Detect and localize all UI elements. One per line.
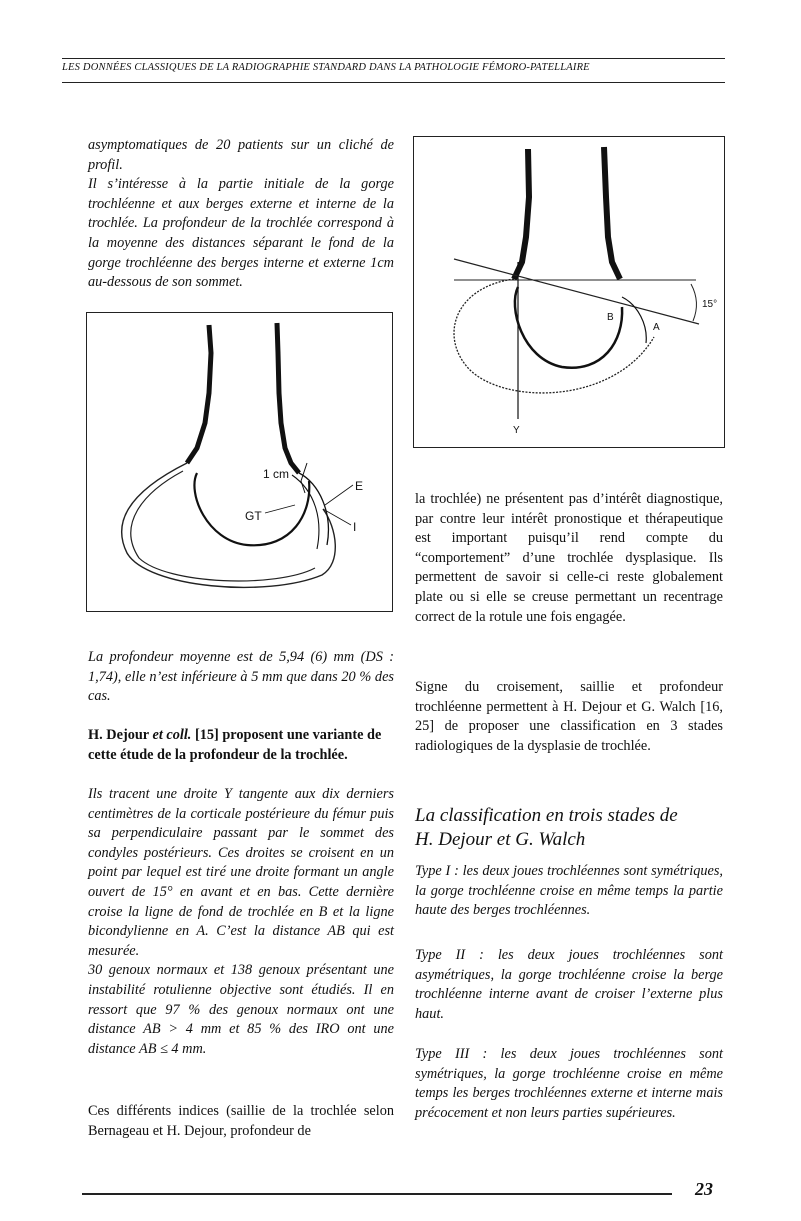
- label-b: B: [607, 312, 614, 323]
- intro-paragraph-1: asymptomatiques de 20 patients sur un cliché de profil.: [88, 137, 394, 173]
- label-gt: GT: [245, 509, 262, 523]
- heading-rest: [15] proposent une variante de cette étude de la profondeur de la trochlée.: [88, 727, 382, 763]
- heading-author: H. Dejour: [88, 727, 149, 743]
- figure-1-drawing: [87, 313, 392, 611]
- label-15-degrees: 15°: [702, 299, 718, 310]
- label-a: A: [653, 322, 660, 333]
- trochlear-berge: [622, 297, 646, 343]
- left-indices-block: [88, 1102, 394, 1141]
- femur-shaft-anterior: [604, 147, 620, 279]
- continuation-paragraph: la trochlée) ne présentent pas d’intérêt diagnostique, par contre leur intérêt pronostique et thérapeutique est important puisqu’il rend compte du “comportement” d’une trochlée dysplasique. Ils permettent de savoir si celle-ci reste globalement plate ou si elle se creuse permettant un recentrage correct de la rotule une fois engagée.: [415, 491, 723, 625]
- heading-etcoll: et coll.: [152, 727, 192, 743]
- results-paragraph: 30 genoux normaux et 138 genoux présentant une instabilité rotulienne objective sont étudiés. Il en ressort que 97 % des genoux normaux ont une distance AB > 4 mm et 85 % des IRO ont une distance AB ≤ 4 mm.: [88, 962, 394, 1057]
- right-signe-block: [415, 678, 723, 756]
- femur-shaft-anterior: [277, 323, 299, 473]
- signe-paragraph: Signe du croisement, saillie et profondeur trochléenne permettent à H. Dejour et G. Walch [16, 25] de proposer une classification en 3 stades radiologiques de la dysplasie de trochlée.: [415, 679, 723, 754]
- figure-trochlea-depth: [86, 312, 393, 612]
- running-header: LES DONNÉES CLASSIQUES DE LA RADIOGRAPHIE STANDARD DANS LA PATHOLOGIE FÉMORO-PATELLAIRE: [62, 62, 590, 73]
- header-rule-top: [62, 58, 725, 59]
- dejour-heading: [88, 726, 394, 765]
- right-cont-block: [415, 490, 723, 627]
- intro-paragraph-2: Il s’intéresse à la partie initiale de la gorge trochléenne et aux berges externe et interne de la trochlée. La profondeur de la trochlée correspond à la moyenne des distances séparant le fond de la gorge trochléenne des berges interne et externe 1cm au-dessous de son sommet.: [88, 176, 394, 291]
- trochlear-berge-e: [299, 473, 328, 545]
- type-1-block: [415, 862, 723, 921]
- figure-ab-distance: [413, 136, 725, 448]
- type-2-block: [415, 946, 723, 1024]
- section-title: [415, 804, 723, 852]
- header-rule-bottom: [62, 82, 725, 83]
- left-method-block: [88, 785, 394, 1059]
- condyle-outline-outer: [122, 463, 336, 587]
- section-title-line-2: H. Dejour et G. Walch: [415, 829, 586, 850]
- left-depth-block: [88, 648, 394, 707]
- fifteen-degree-line: [454, 259, 699, 324]
- angle-arc: [691, 284, 697, 321]
- type-1-paragraph: Type I : les deux joues trochléennes sont symétriques, la gorge trochléenne croise en même temps la partie haute des berges trochléennes.: [415, 863, 723, 919]
- type-2-paragraph: Type II : les deux joues trochléennes sont asymétriques, la gorge trochléenne croise la berge trochléenne interne avant de croiser l’externe plus haut.: [415, 947, 723, 1022]
- section-title-line-1: La classification en trois stades de: [415, 805, 678, 826]
- e-pointer: [325, 485, 353, 505]
- figure-2-drawing: [414, 137, 724, 447]
- type-3-paragraph: Type III : les deux joues trochléennes sont symétriques, la gorge trochléenne croise en même temps les berges trochléennes externe et interne mais précocement et non leurs parties supérieures.: [415, 1046, 723, 1121]
- type-3-block: [415, 1045, 723, 1123]
- page-number: 23: [695, 1179, 713, 1199]
- indices-paragraph: Ces différents indices (saillie de la trochlée selon Bernageau et H. Dejour, profondeur de: [88, 1103, 394, 1139]
- method-paragraph: Ils tracent une droite Y tangente aux dix derniers centimètres de la corticale postérieure du fémur puis sa perpendiculaire passant par le sommet des condyles postérieurs. Ces droites se croisent en un point par lequel est tiré une droite formant un angle ouvert de 15° en avant et en bas. Cette dernière croise la ligne de fond de trochlée en B et la ligne bicondylienne en A. C’est la distance AB qui est mesurée.: [88, 786, 394, 959]
- left-intro: [88, 136, 394, 293]
- footer-rule: [82, 1193, 672, 1195]
- femur-shaft-posterior: [187, 325, 211, 463]
- gt-pointer: [265, 505, 295, 513]
- condyle-outline-outer: [454, 279, 654, 393]
- label-i: I: [353, 520, 357, 534]
- depth-paragraph: La profondeur moyenne est de 5,94 (6) mm (DS : 1,74), elle n’est inférieure à 5 mm que dans 20 % des cas.: [88, 649, 394, 705]
- condyle-outline-inner: [131, 471, 315, 581]
- label-y: Y: [513, 425, 520, 436]
- label-1cm: 1 cm: [263, 467, 290, 481]
- femur-shaft-posterior: [514, 149, 529, 279]
- label-e: E: [355, 479, 364, 493]
